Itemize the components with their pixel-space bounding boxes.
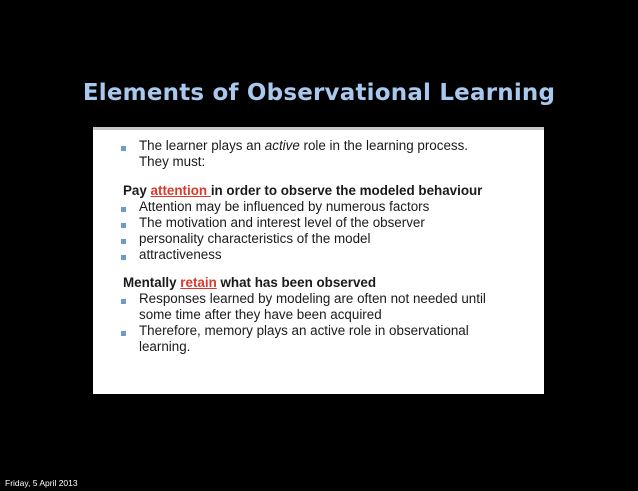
bullet-marker: [121, 299, 126, 304]
section-1-heading-pre: Pay: [123, 183, 151, 198]
section-2-bullet-2-line-1: Therefore, memory plays an active role in observational: [139, 323, 469, 338]
bullet-marker: [121, 223, 126, 228]
section-2-heading-post: what has been observed: [216, 275, 377, 290]
section-1-bullet: Attention may be influenced by numerous factors: [139, 199, 430, 214]
section-1-bullet: personality characteristics of the model: [139, 231, 371, 246]
section-2-heading-pre: Mentally: [123, 275, 181, 290]
section-1-heading-highlight: attention: [150, 183, 211, 198]
bullet-marker: [121, 146, 126, 151]
intro-line-2: They must:: [139, 154, 206, 169]
section-1-heading-post: in order to observe the modeled behaviour: [210, 183, 483, 198]
section-1-bullet: The motivation and interest level of the observer: [139, 215, 425, 230]
bullet-marker: [121, 207, 126, 212]
bullet-marker: [121, 331, 126, 336]
slide-content-box: [93, 127, 544, 394]
slide-title: Elements of Observational Learning: [82, 80, 556, 106]
intro-line-1-pre: The learner plays an: [139, 138, 265, 153]
section-2-heading-highlight: retain: [180, 275, 217, 290]
section-2-heading: [123, 275, 376, 291]
intro-line-1-emphasis: active: [264, 138, 300, 153]
intro-line-1-post: role in the learning process.: [299, 138, 469, 153]
intro-line-1: [139, 138, 468, 154]
section-2-bullet-1-line-2: some time after they have been acquired: [139, 307, 382, 322]
section-1-heading: [123, 183, 482, 199]
section-2-bullet-2-line-2: learning.: [139, 339, 191, 354]
bullet-marker: [121, 255, 126, 260]
section-2-bullet-1-line-1: Responses learned by modeling are often not needed until: [139, 291, 486, 306]
section-1-bullet: attractiveness: [139, 247, 222, 262]
bullet-marker: [121, 239, 126, 244]
footer-date: Friday, 5 April 2013: [5, 478, 78, 488]
